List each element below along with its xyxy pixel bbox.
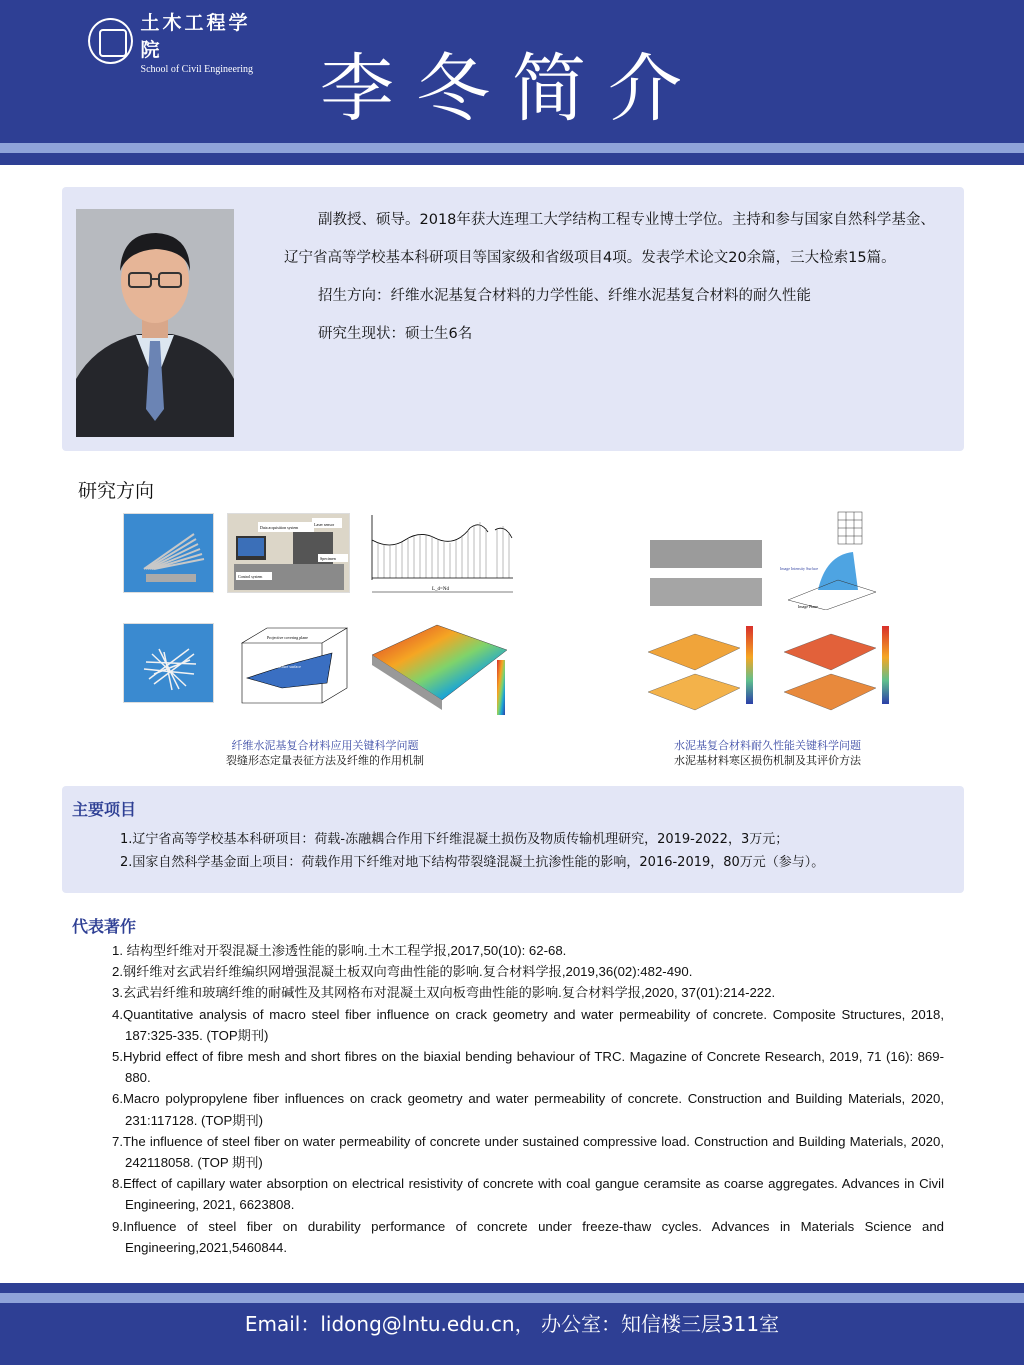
publication-item: 7.The influence of steel fiber on water permeability of concrete under sustained compressive load. Construction and Building Materials, 2020, 242118058. (TOP 期刊) (112, 1133, 944, 1171)
fig-label-proj: Projective covering plane (267, 635, 308, 640)
publication-item: 1. 结构型纤维对开裂混凝土渗透性能的影响.土木工程学报,2017,50(10): 62-68. (112, 943, 567, 958)
fig-label-data: Data acquisition system (260, 525, 299, 530)
publications-list (112, 940, 944, 1258)
freeze-thaw-plot-2 (776, 622, 898, 722)
publication-item: 6.Macro polypropylene fiber influences on crack geometry and water permeability of concrete. Construction and Building Materials, 2020, 231:117128. (TOP期刊) (112, 1091, 944, 1128)
publication-item: 9.Influence of steel fiber on durability performance of concrete under freeze-thaw cycles. Advances in Materials Science and Engineering,2021,5460844. (112, 1218, 944, 1255)
fig-label-image-intensity: Image Intensity Surface (780, 566, 819, 571)
bio-text (284, 201, 944, 353)
bio-paragraph: 副教授、硕导。2018年获大连理工大学结构工程专业博士学位。主持和参与国家自然科学基金、辽宁省高等学校基本科研项目等国家级和省级项目4项。发表学术论文20余篇，三大检索15篇。 (284, 212, 935, 266)
left-caption (200, 738, 450, 768)
logo-cn: 土木工程学院 (140, 11, 251, 61)
header-stripe (0, 143, 1024, 153)
logo-en: School of Civil Engineering (140, 63, 254, 75)
recruit-direction: 招生方向：纤维水泥基复合材料的力学性能、纤维水泥基复合材料的耐久性能 (318, 288, 811, 304)
crack-surface-3d-plot (367, 620, 515, 720)
header-stripe-dark (0, 153, 1024, 163)
right-caption (640, 738, 895, 768)
publication-item: 3.玄武岩纤维和玻璃纤维的耐碱性及其网格布对混凝土双向板弯曲性能的影响.复合材料学报,2020, 37(01):214-222. (112, 985, 776, 1001)
student-status: 研究生现状：硕士生6名 (318, 326, 473, 342)
portrait-photo (76, 209, 234, 437)
bio-panel (62, 187, 964, 451)
publication-item: 4.Quantitative analysis of macro steel fiber influence on crack geometry and water permeability of concrete. Composite Structures, 2018, 187:325-335. (TOP期刊) (112, 1006, 944, 1043)
footer-stripe (0, 1293, 1024, 1303)
fig-label-image-plane: Image Plane (798, 604, 818, 609)
publication-item: 8.Effect of capillary water absorption on electrical resistivity of concrete with coal gangue ceramsite as coarse aggregates. Advances in Civil Engineering, 2021, 6623808. (112, 1176, 944, 1213)
page-header (0, 0, 1024, 165)
publication-item: 5.Hybrid effect of fibre mesh and short fibres on the biaxial bending behaviour of TRC. Magazine of Concrete Research, 2019, 71 (16): 869-880. (112, 1049, 944, 1086)
fig-label-specimen: Specimen (320, 556, 336, 561)
fig-label-fracture: Fracture surface (275, 664, 301, 669)
project-item: 2.国家自然科学基金面上项目：荷载作用下纤维对地下结构带裂缝混凝土抗渗性能的影响，2016-2019，80万元（参与）。 (120, 855, 825, 870)
project-item: 1.辽宁省高等学校基本科研项目：荷载-冻融耦合作用下纤维混凝土损伤及物质传输机理研究，2019-2022，3万元； (120, 832, 789, 847)
footer-stripe-dark (0, 1283, 1024, 1293)
fracture-surface-diagram (227, 623, 357, 711)
crack-profile-diagram (360, 510, 515, 598)
fig-label-ld: L_d=Nd (432, 587, 449, 592)
publications-title: 代表著作 (72, 917, 137, 936)
image-intensity-diagram (778, 510, 878, 610)
steel-fiber-photo (123, 513, 214, 593)
concrete-specimen-photo (648, 538, 768, 608)
projects-title: 主要项目 (72, 800, 137, 819)
research-title: 研究方向 (78, 480, 155, 502)
right-caption-blue: 水泥基复合材料耐久性能关键科学问题 (674, 739, 861, 752)
contact-footer: Email：lidong@lntu.edu.cn， 办公室：知信楼三层311室 (0, 1303, 1024, 1365)
pp-fiber-photo (123, 623, 214, 703)
projects-panel (62, 786, 964, 893)
fig-label-control: Control system (238, 574, 263, 579)
fig-label-laser: Laser sensor (314, 522, 335, 527)
freeze-thaw-plot-1 (640, 622, 762, 722)
right-caption-black: 水泥基材料寒区损伤机制及其评价方法 (674, 754, 861, 767)
left-caption-blue: 纤维水泥基复合材料应用关键科学问题 (231, 739, 419, 752)
left-caption-black: 裂缝形态定量表征方法及纤维的作用机制 (226, 754, 424, 767)
publication-item: 2.钢纤维对玄武岩纤维编织网增强混凝土板双向弯曲性能的影响.复合材料学报,2019,36(02):482-490. (112, 964, 693, 980)
page-title: 李冬简介 (320, 46, 704, 132)
test-setup-photo (227, 513, 350, 593)
